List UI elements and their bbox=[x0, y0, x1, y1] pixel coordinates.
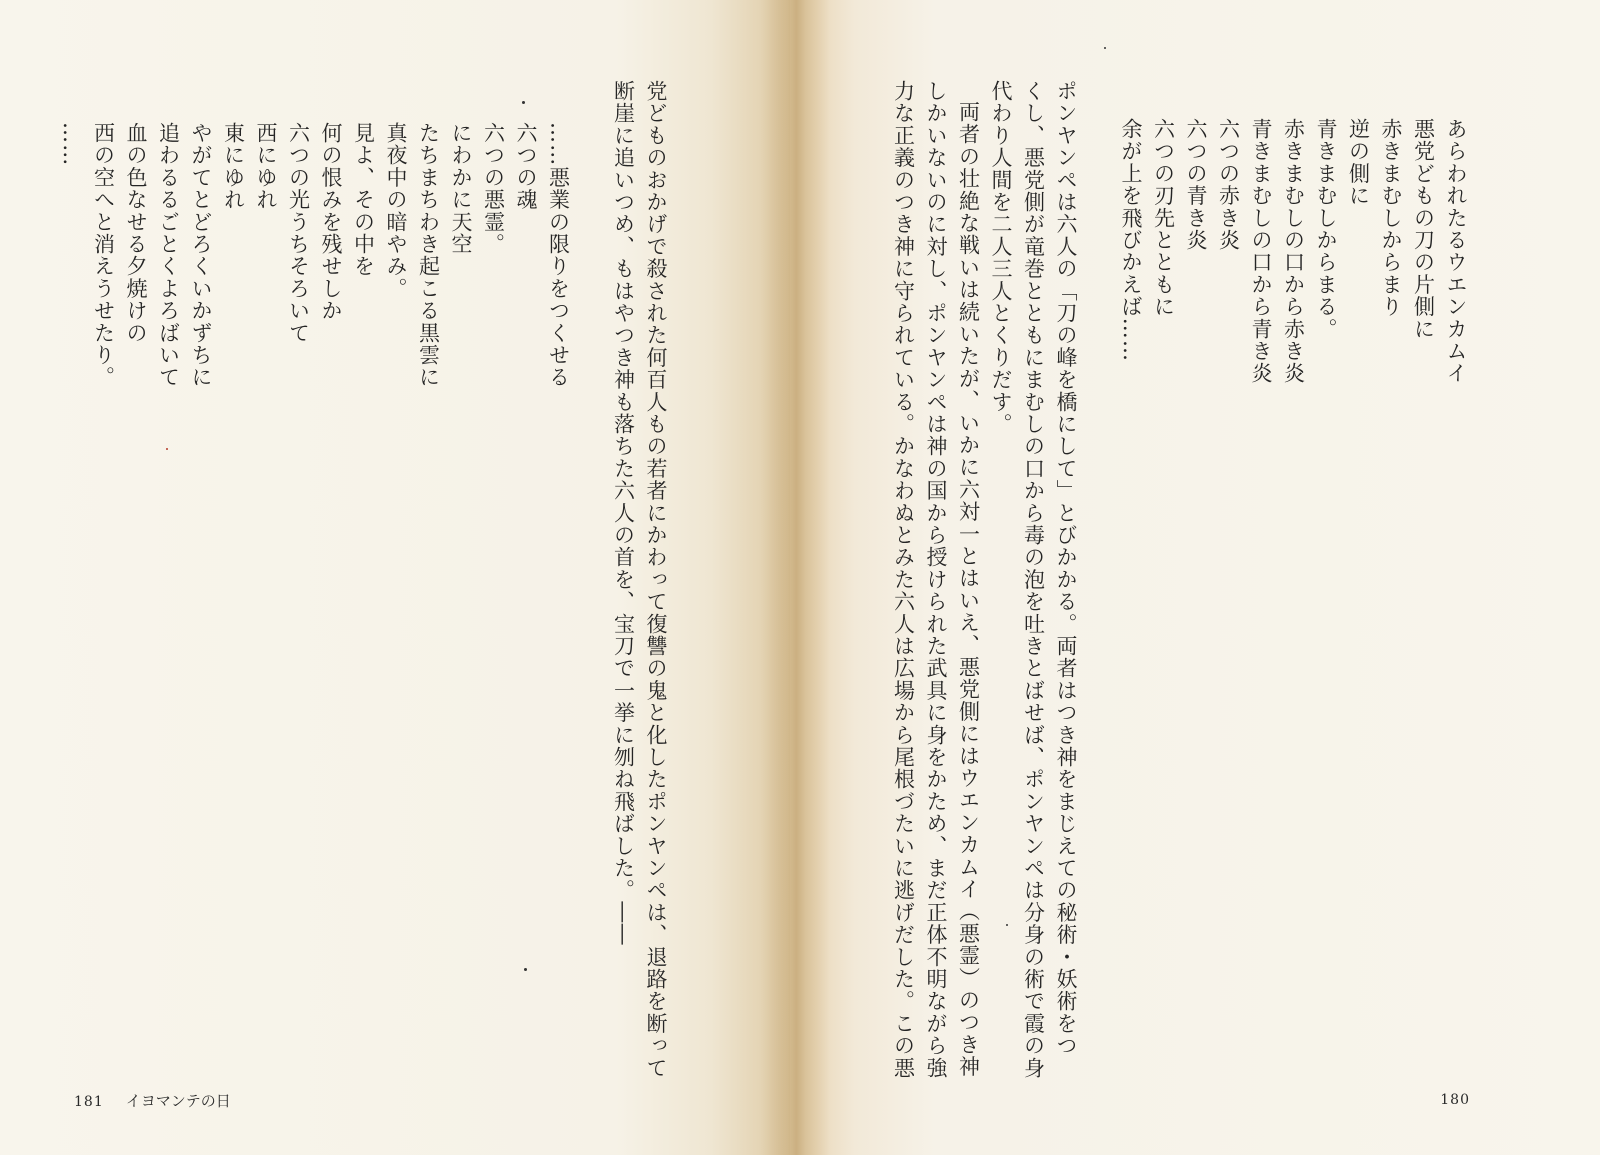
verse-line: 青きまむしの口から青き炎 bbox=[1249, 118, 1273, 385]
verse-line: 何の恨みを残せしか bbox=[319, 122, 343, 322]
verse-line: 六つの刃先とともに bbox=[1151, 118, 1176, 318]
verse-line: 悪党どもの刀の片側に bbox=[1411, 118, 1436, 340]
verse-line: 六つの赤き炎 bbox=[1216, 118, 1241, 252]
verse-line: 六つの青き炎 bbox=[1184, 118, 1208, 252]
verse-line: 赤きまむしの口から赤き炎 bbox=[1281, 118, 1306, 385]
verse-line: やがてとどろくいかずちに bbox=[189, 122, 213, 389]
verse-line: …… bbox=[59, 122, 83, 167]
text-line: ポンヤンペは六人の「刀の峰を橋にして」とびかかる。両者はつき神をまじえての秘術・妖術をつ bbox=[1054, 80, 1078, 1057]
verse-line: 西にゆれ bbox=[254, 122, 278, 211]
left-page bbox=[0, 0, 790, 1155]
ink-speck bbox=[1104, 47, 1106, 49]
verse-line: 見よ、その中を bbox=[351, 122, 376, 278]
text-line: 党どものおかげで殺された何百人もの若者にかわって復讐の鬼と化したポンヤンペは、退路を断って bbox=[644, 80, 668, 1079]
running-head: イヨマンテの日 bbox=[125, 1092, 231, 1110]
verse-line: 六つの魂 bbox=[514, 122, 538, 211]
blank-line bbox=[1082, 118, 1115, 1079]
text-line: しかいないのに対し、ポンヤンペは神の国から授けられた武具に身をかため、まだ正体不明ながら強 bbox=[924, 80, 948, 1079]
text-line: 力な正義のつき神に守られている。かなわぬとみた六人は広場から尾根づたいに逃げだした。この悪 bbox=[891, 80, 916, 1079]
blank-line bbox=[575, 80, 608, 1079]
verse-line: 青きまむしからまる。 bbox=[1314, 118, 1338, 340]
verse-line: 余が上を飛びかえば…… bbox=[1119, 118, 1143, 363]
right-page bbox=[790, 0, 1600, 1155]
verse-line: 西の空へと消えうせたり。 bbox=[91, 122, 116, 389]
ink-speck bbox=[522, 101, 525, 104]
ink-speck bbox=[524, 968, 527, 971]
left-folio bbox=[74, 1090, 231, 1111]
ink-speck bbox=[1006, 924, 1008, 926]
text-line: 断崖に追いつめ、もはやつき神も落ちた六人の首を、宝刀で一挙に刎ね飛ばした。―― bbox=[611, 80, 636, 946]
verse-line: 六つの悪霊。 bbox=[481, 122, 506, 256]
verse-line: ……悪業の限りをつくせる bbox=[546, 122, 571, 389]
text-line: 両者の壮絶な戦いは続いたが、いかに六対一とはいえ、悪党側にはウエンカムイ（悪霊）のつき神 bbox=[956, 101, 981, 1078]
verse-line: 真夜中の暗やみ。 bbox=[384, 122, 408, 300]
verse-line: 赤きまむしからまり bbox=[1379, 118, 1403, 318]
verse-line: にわかに天空 bbox=[449, 122, 473, 256]
right-folio bbox=[1440, 1090, 1470, 1108]
verse-line: たちまちわき起こる黒雲に bbox=[416, 122, 441, 389]
verse-line: 追わるるごとくよろばいて bbox=[156, 122, 181, 389]
text-line: くし、悪党側が竜巻とともにまむしの口から毒の泡を吐きとばせば、ポンヤンペは分身の術で霞の身 bbox=[1021, 80, 1046, 1079]
verse-line: あらわれたるウエンカムイ bbox=[1444, 118, 1468, 385]
verse-line: 逆の側に bbox=[1346, 118, 1371, 207]
page-number: 180 bbox=[1440, 1092, 1470, 1108]
verse-line: 六つの光うちそろいて bbox=[286, 122, 311, 344]
ink-speck bbox=[166, 448, 168, 450]
verse-line: 血の色なせる夕焼けの bbox=[124, 122, 148, 344]
text-line: 代わり人間を二人三人とくりだす。 bbox=[989, 80, 1013, 436]
verse-line: 東にゆれ bbox=[221, 122, 246, 211]
right-page-body bbox=[887, 80, 1472, 1079]
page-number: 181 bbox=[74, 1094, 104, 1110]
left-page-body bbox=[55, 80, 673, 1079]
